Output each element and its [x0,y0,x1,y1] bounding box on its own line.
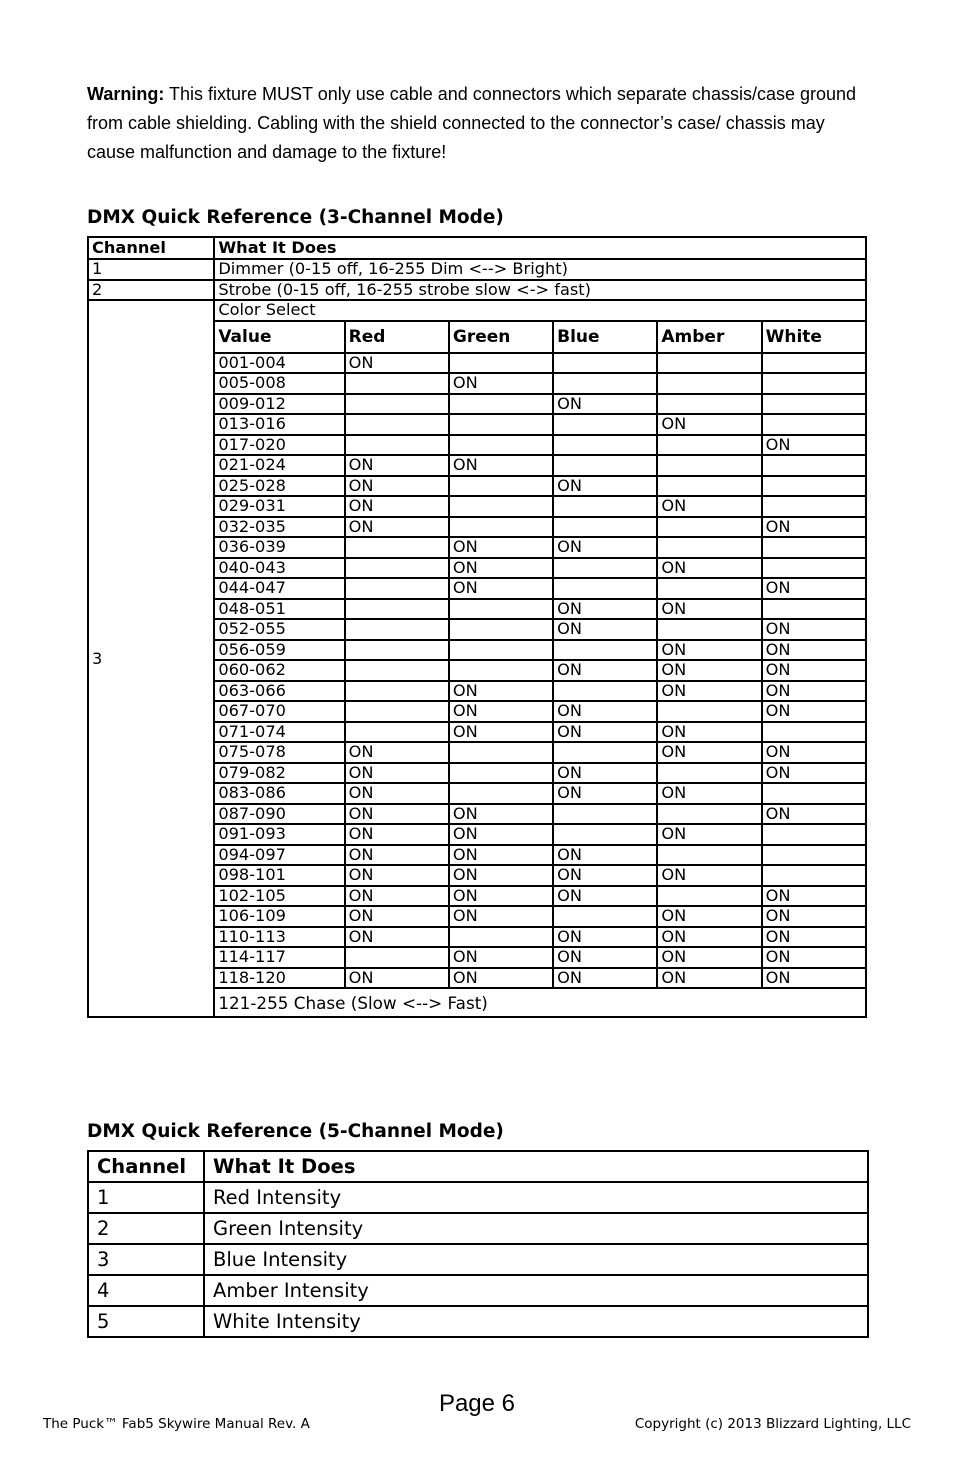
warning-text: This fixture MUST only use cable and connectors which separate chassis/case ground from cable shielding. Cabling with the shield connected to the connector’s case/ chassis may cause malfunction and damage to the fixture! [87,84,857,162]
channel-cell: 4 [88,1275,204,1306]
blue-cell [553,558,657,579]
blue-column-header: Blue [553,321,657,353]
blue-cell: ON [553,537,657,558]
amber-cell [657,763,761,784]
green-cell [449,476,553,497]
white-cell [762,599,866,620]
function-cell: White Intensity [204,1306,868,1337]
red-cell [345,599,449,620]
amber-cell [657,537,761,558]
value-range-cell: 056-059 [214,640,344,661]
blue-cell: ON [553,660,657,681]
white-cell: ON [762,968,866,989]
channel-cell: 3 [88,1244,204,1275]
white-cell: ON [762,435,866,456]
amber-cell [657,476,761,497]
blue-cell: ON [553,947,657,968]
amber-cell [657,394,761,415]
blue-cell: ON [553,394,657,415]
blue-cell: ON [553,845,657,866]
value-range-cell: 009-012 [214,394,344,415]
table-row [88,1275,868,1306]
value-range-cell: 021-024 [214,455,344,476]
white-cell [762,824,866,845]
what-it-does-header: What It Does [204,1151,868,1182]
amber-cell [657,578,761,599]
amber-cell [657,845,761,866]
channel-cell: 1 [88,1182,204,1213]
red-cell: ON [345,742,449,763]
green-cell: ON [449,578,553,599]
blue-cell: ON [553,763,657,784]
amber-cell: ON [657,927,761,948]
value-range-cell: 029-031 [214,496,344,517]
white-cell [762,537,866,558]
red-cell: ON [345,783,449,804]
footer-manual-title: The Puck™ Fab5 Skywire Manual Rev. A [43,1416,310,1432]
green-cell [449,619,553,640]
chase-cell: 121-255 Chase (Slow <--> Fast) [214,988,866,1017]
white-cell [762,476,866,497]
red-cell [345,701,449,722]
amber-cell: ON [657,496,761,517]
blue-cell: ON [553,865,657,886]
warning-paragraph [87,80,877,167]
white-cell [762,353,866,374]
green-cell [449,763,553,784]
blue-cell [553,640,657,661]
blue-cell: ON [553,783,657,804]
value-range-cell: 063-066 [214,681,344,702]
red-cell: ON [345,927,449,948]
five-channel-header-row [88,1151,868,1182]
table-row [88,1244,868,1275]
amber-cell: ON [657,558,761,579]
amber-cell [657,455,761,476]
white-cell: ON [762,681,866,702]
blue-cell: ON [553,886,657,907]
value-range-cell: 075-078 [214,742,344,763]
white-cell [762,783,866,804]
value-range-cell: 032-035 [214,517,344,538]
white-cell: ON [762,517,866,538]
red-cell: ON [345,353,449,374]
green-cell: ON [449,947,553,968]
white-cell: ON [762,886,866,907]
red-cell: ON [345,804,449,825]
green-cell [449,435,553,456]
white-cell [762,865,866,886]
green-cell: ON [449,373,553,394]
value-column-header: Value [214,321,344,353]
blue-cell [553,824,657,845]
red-cell [345,660,449,681]
red-cell [345,947,449,968]
channel-cell: 2 [88,280,214,301]
white-cell [762,496,866,517]
function-cell: Amber Intensity [204,1275,868,1306]
amber-cell: ON [657,681,761,702]
three-channel-title: DMX Quick Reference (3-Channel Mode) [87,207,504,228]
white-cell: ON [762,742,866,763]
red-cell: ON [345,886,449,907]
blue-cell [553,353,657,374]
amber-cell: ON [657,414,761,435]
channel-3-cell: 3 [88,300,214,1017]
green-cell: ON [449,722,553,743]
green-cell: ON [449,824,553,845]
function-cell: Red Intensity [204,1182,868,1213]
value-range-cell: 118-120 [214,968,344,989]
blue-cell: ON [553,927,657,948]
green-cell [449,517,553,538]
value-range-cell: 071-074 [214,722,344,743]
red-cell: ON [345,865,449,886]
blue-cell [553,906,657,927]
value-range-cell: 091-093 [214,824,344,845]
green-column-header: Green [449,321,553,353]
white-cell: ON [762,763,866,784]
amber-cell: ON [657,968,761,989]
red-cell [345,558,449,579]
green-cell: ON [449,681,553,702]
white-cell: ON [762,701,866,722]
value-range-cell: 102-105 [214,886,344,907]
function-cell: Green Intensity [204,1213,868,1244]
five-channel-table [87,1150,869,1338]
blue-cell: ON [553,599,657,620]
white-cell [762,394,866,415]
what-it-does-header: What It Does [214,237,866,259]
page-number: Page 6 [438,1390,516,1417]
red-cell [345,414,449,435]
white-cell: ON [762,906,866,927]
blue-cell: ON [553,722,657,743]
amber-cell: ON [657,640,761,661]
blue-cell: ON [553,701,657,722]
five-channel-title: DMX Quick Reference (5-Channel Mode) [87,1121,504,1142]
channel-header: Channel [88,1151,204,1182]
green-cell: ON [449,865,553,886]
channel-cell: 1 [88,259,214,280]
green-cell: ON [449,701,553,722]
table-row [88,259,866,280]
channel-cell: 5 [88,1306,204,1337]
blue-cell: ON [553,968,657,989]
green-cell [449,660,553,681]
three-channel-header-row [88,237,866,259]
blue-cell [553,435,657,456]
amber-cell: ON [657,599,761,620]
color-select-label: Color Select [214,300,866,321]
channel-cell: 2 [88,1213,204,1244]
red-cell [345,681,449,702]
amber-cell [657,435,761,456]
red-cell [345,373,449,394]
function-cell: Blue Intensity [204,1244,868,1275]
amber-cell: ON [657,660,761,681]
color-select-row [88,300,866,321]
white-cell [762,722,866,743]
value-range-cell: 094-097 [214,845,344,866]
green-cell [449,353,553,374]
table-row [88,280,866,301]
table-row [88,1182,868,1213]
value-range-cell: 001-004 [214,353,344,374]
blue-cell [553,373,657,394]
red-column-header: Red [345,321,449,353]
blue-cell [553,681,657,702]
white-cell: ON [762,927,866,948]
amber-cell [657,373,761,394]
white-column-header: White [762,321,866,353]
amber-cell: ON [657,783,761,804]
value-range-cell: 060-062 [214,660,344,681]
value-range-cell: 005-008 [214,373,344,394]
green-cell [449,742,553,763]
white-cell: ON [762,947,866,968]
white-cell [762,455,866,476]
green-cell: ON [449,537,553,558]
green-cell [449,394,553,415]
red-cell: ON [345,906,449,927]
red-cell [345,578,449,599]
red-cell: ON [345,517,449,538]
green-cell [449,783,553,804]
value-range-cell: 087-090 [214,804,344,825]
white-cell: ON [762,660,866,681]
blue-cell [553,496,657,517]
red-cell: ON [345,824,449,845]
value-range-cell: 025-028 [214,476,344,497]
table-row [88,1213,868,1244]
value-range-cell: 083-086 [214,783,344,804]
amber-column-header: Amber [657,321,761,353]
blue-cell [553,517,657,538]
white-cell [762,845,866,866]
value-range-cell: 098-101 [214,865,344,886]
green-cell: ON [449,845,553,866]
amber-cell: ON [657,947,761,968]
green-cell: ON [449,804,553,825]
amber-cell [657,701,761,722]
value-range-cell: 036-039 [214,537,344,558]
amber-cell: ON [657,824,761,845]
red-cell [345,394,449,415]
green-cell: ON [449,906,553,927]
value-range-cell: 048-051 [214,599,344,620]
amber-cell [657,517,761,538]
red-cell [345,537,449,558]
amber-cell [657,619,761,640]
blue-cell [553,578,657,599]
white-cell [762,558,866,579]
blue-cell [553,742,657,763]
footer-copyright: Copyright (c) 2013 Blizzard Lighting, LLC [634,1416,911,1432]
amber-cell: ON [657,906,761,927]
amber-cell [657,886,761,907]
red-cell: ON [345,476,449,497]
white-cell: ON [762,578,866,599]
green-cell: ON [449,558,553,579]
green-cell: ON [449,968,553,989]
amber-cell: ON [657,865,761,886]
value-range-cell: 013-016 [214,414,344,435]
green-cell [449,927,553,948]
green-cell: ON [449,886,553,907]
blue-cell [553,455,657,476]
table-row [88,1306,868,1337]
value-range-cell: 110-113 [214,927,344,948]
amber-cell: ON [657,742,761,763]
amber-cell [657,353,761,374]
red-cell: ON [345,845,449,866]
red-cell [345,722,449,743]
amber-cell [657,804,761,825]
value-range-cell: 067-070 [214,701,344,722]
white-cell: ON [762,619,866,640]
white-cell [762,414,866,435]
function-cell: Dimmer (0-15 off, 16-255 Dim <--> Bright) [214,259,866,280]
green-cell [449,414,553,435]
red-cell: ON [345,496,449,517]
value-range-cell: 106-109 [214,906,344,927]
green-cell [449,640,553,661]
value-range-cell: 114-117 [214,947,344,968]
red-cell [345,619,449,640]
function-cell: Strobe (0-15 off, 16-255 strobe slow <-> fast) [214,280,866,301]
value-range-cell: 040-043 [214,558,344,579]
warning-label: Warning: [87,84,165,104]
value-range-cell: 079-082 [214,763,344,784]
green-cell [449,599,553,620]
value-range-cell: 017-020 [214,435,344,456]
blue-cell [553,414,657,435]
red-cell [345,435,449,456]
white-cell [762,373,866,394]
red-cell: ON [345,763,449,784]
channel-header: Channel [88,237,214,259]
red-cell: ON [345,968,449,989]
blue-cell [553,804,657,825]
white-cell: ON [762,640,866,661]
green-cell [449,496,553,517]
white-cell: ON [762,804,866,825]
blue-cell: ON [553,619,657,640]
red-cell: ON [345,455,449,476]
value-range-cell: 052-055 [214,619,344,640]
three-channel-table [87,236,867,1018]
green-cell: ON [449,455,553,476]
red-cell [345,640,449,661]
blue-cell: ON [553,476,657,497]
value-range-cell: 044-047 [214,578,344,599]
amber-cell: ON [657,722,761,743]
